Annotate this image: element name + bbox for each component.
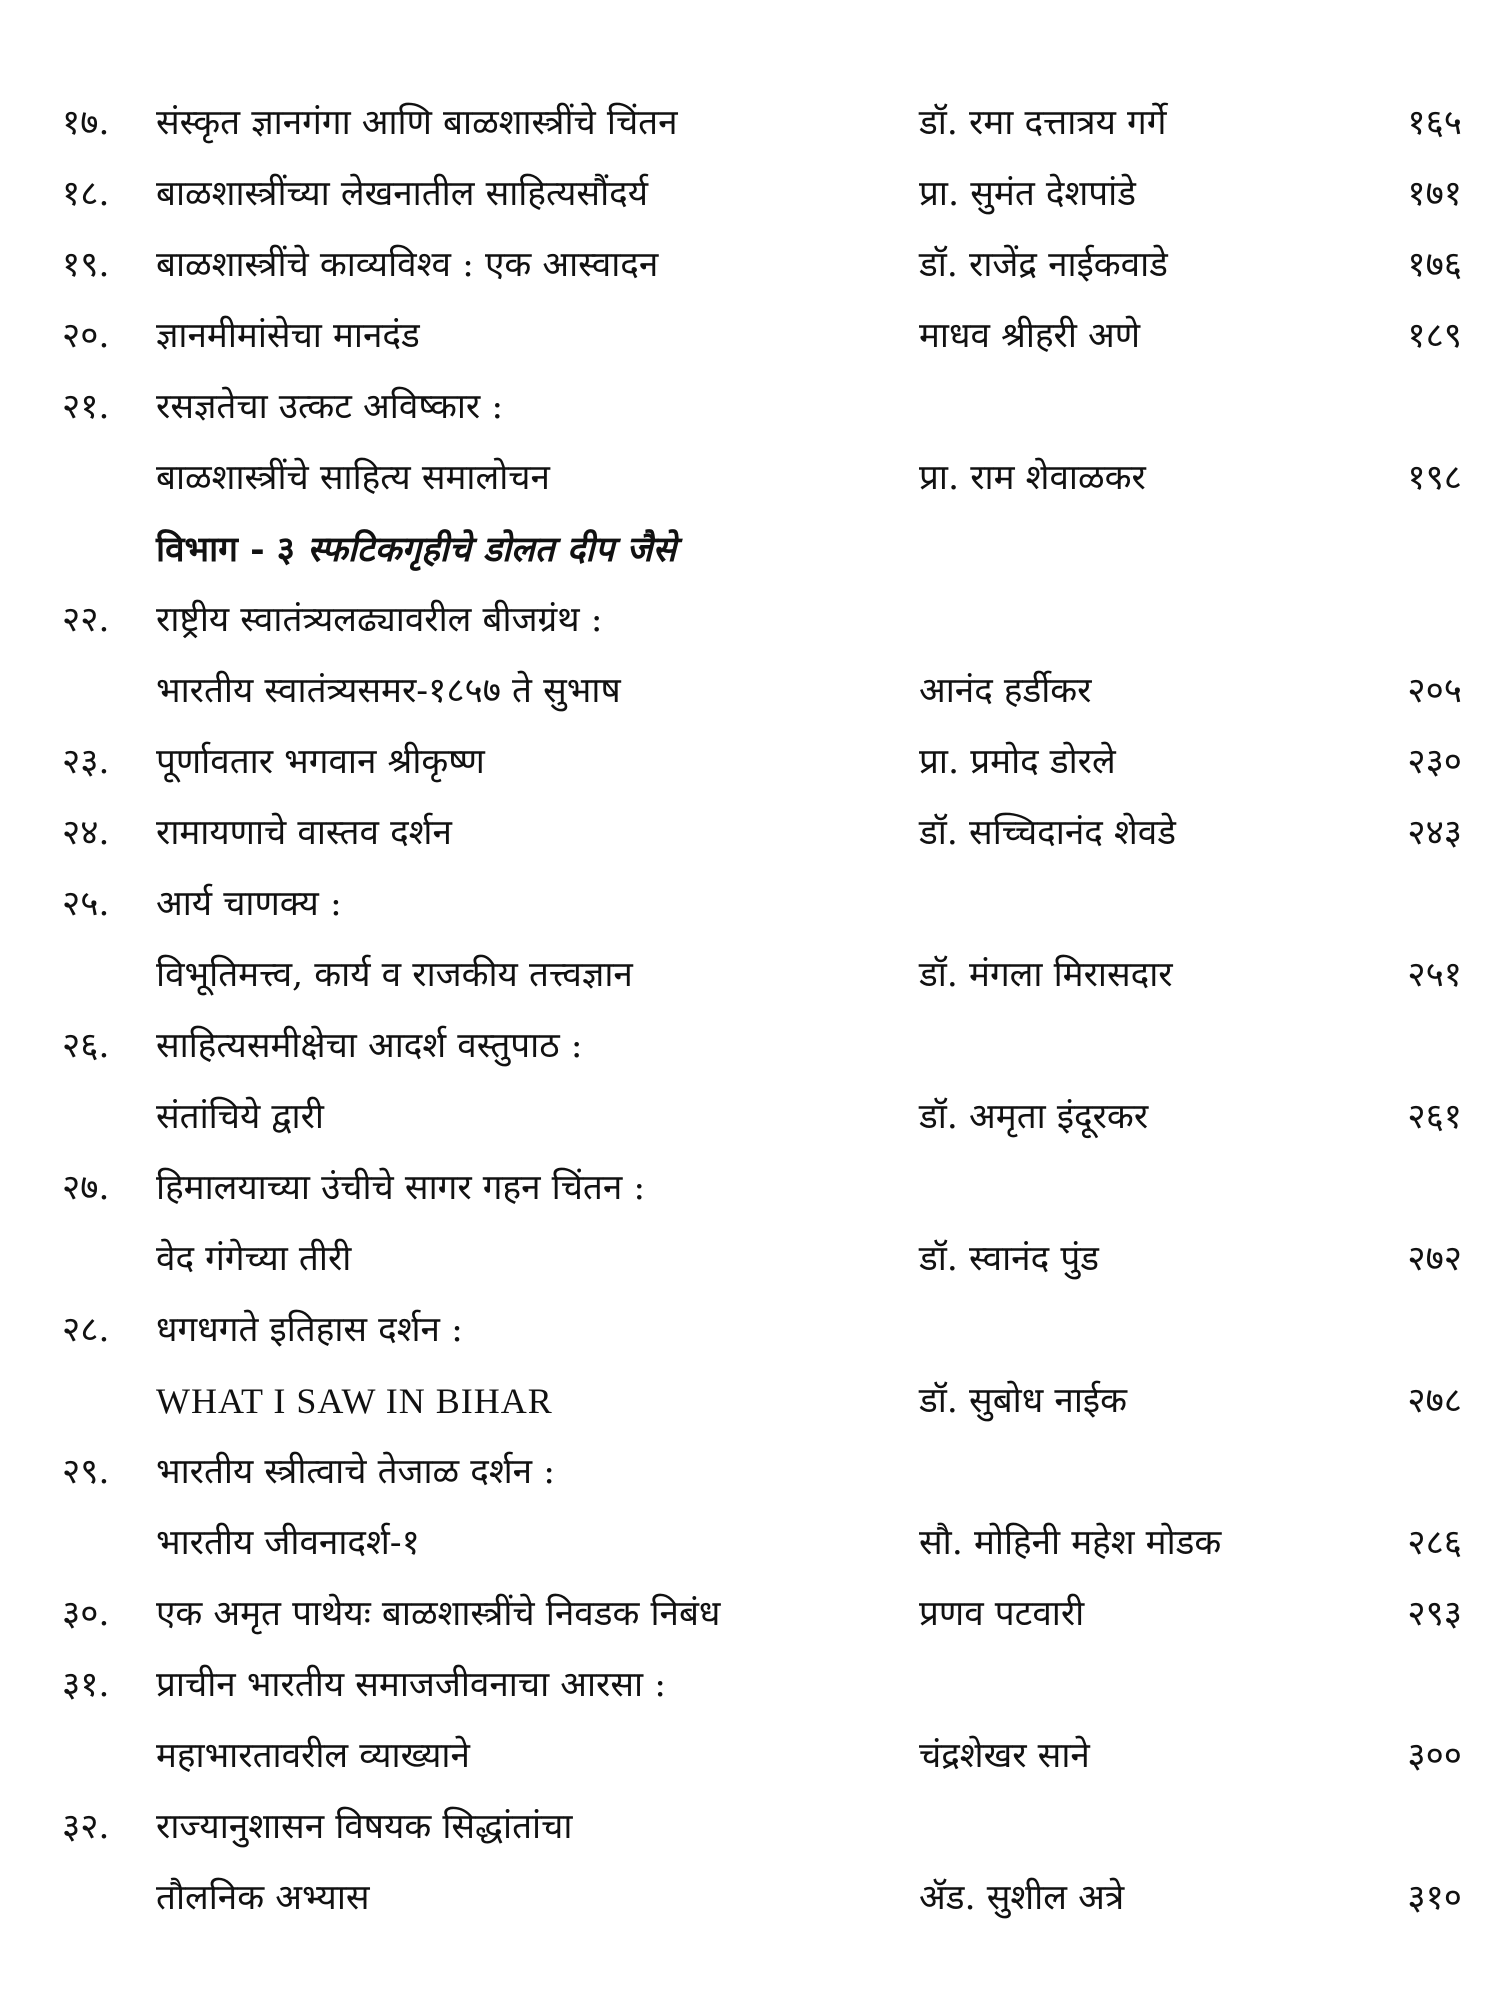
entry-title: भारतीय स्त्रीत्वाचे तेजाळ दर्शन : xyxy=(156,1452,556,1492)
entry-number: १७. xyxy=(62,103,110,143)
entry-page-number: २०५ xyxy=(1407,671,1462,711)
entry-page-number: २७२ xyxy=(1407,1239,1462,1279)
entry-number: २९. xyxy=(62,1452,110,1492)
entry-page-number: ३०० xyxy=(1407,1736,1462,1776)
toc-entry-32-continued xyxy=(62,1863,1462,1934)
entry-number: २८. xyxy=(62,1310,110,1350)
entry-author: प्रा. सुमंत देशपांडे xyxy=(919,174,1136,214)
entry-author: प्रणव पटवारी xyxy=(919,1594,1085,1634)
entry-number: ३०. xyxy=(62,1594,110,1634)
section-heading xyxy=(62,514,1462,585)
entry-number: २२. xyxy=(62,600,110,640)
toc-entry-31-continued xyxy=(62,1721,1462,1792)
entry-subtitle: WHAT I SAW IN BIHAR xyxy=(156,1381,553,1421)
entry-title: राज्यानुशासन विषयक सिद्धांतांचा xyxy=(156,1807,573,1847)
toc-entry-28 xyxy=(62,1295,1462,1366)
toc-entry-32 xyxy=(62,1792,1462,1863)
entry-page-number: ३१० xyxy=(1407,1878,1462,1918)
entry-page-number: २५१ xyxy=(1407,955,1462,995)
table-of-contents xyxy=(62,88,1462,1934)
entry-number: २७. xyxy=(62,1168,110,1208)
entry-title: संस्कृत ज्ञानगंगा आणि बाळशास्त्रींचे चिंतन xyxy=(156,103,678,143)
entry-number: २१. xyxy=(62,387,110,427)
entry-title: ज्ञानमीमांसेचा मानदंड xyxy=(156,316,420,356)
entry-subtitle: वेद गंगेच्या तीरी xyxy=(156,1239,352,1279)
toc-entry-21-continued xyxy=(62,443,1462,514)
entry-author: डॉ. स्वानंद पुंड xyxy=(919,1239,1099,1279)
entry-title: बाळशास्त्रींचे काव्यविश्व : एक आस्वादन xyxy=(156,245,659,285)
toc-entry-26 xyxy=(62,1011,1462,1082)
toc-entry-29-continued xyxy=(62,1508,1462,1579)
entry-author: डॉ. रमा दत्तात्रय गर्गे xyxy=(919,103,1167,143)
entry-author: डॉ. अमृता इंदूरकर xyxy=(919,1097,1149,1137)
toc-entry-22-continued xyxy=(62,656,1462,727)
entry-page-number: १६५ xyxy=(1407,103,1462,143)
toc-entry-23 xyxy=(62,727,1462,798)
entry-page-number: २६१ xyxy=(1407,1097,1462,1137)
toc-entry-28-continued xyxy=(62,1366,1462,1437)
entry-author: डॉ. राजेंद्र नाईकवाडे xyxy=(919,245,1168,285)
entry-page-number: २७८ xyxy=(1407,1381,1462,1421)
entry-title: राष्ट्रीय स्वातंत्र्यलढ्यावरील बीजग्रंथ : xyxy=(156,600,603,640)
entry-page-number: १८९ xyxy=(1407,316,1462,356)
entry-title: एक अमृत पाथेयः बाळशास्त्रींचे निवडक निबंध xyxy=(156,1594,721,1634)
entry-author: डॉ. सच्चिदानंद शेवडे xyxy=(919,813,1176,853)
entry-number: १८. xyxy=(62,174,110,214)
toc-entry-22 xyxy=(62,585,1462,656)
entry-page-number: २३० xyxy=(1407,742,1462,782)
entry-subtitle: संतांचिये द्वारी xyxy=(156,1097,324,1137)
toc-entry-20 xyxy=(62,301,1462,372)
toc-entry-29 xyxy=(62,1437,1462,1508)
entry-number: २०. xyxy=(62,316,110,356)
entry-number: २४. xyxy=(62,813,110,853)
toc-entry-31 xyxy=(62,1650,1462,1721)
toc-entry-25 xyxy=(62,869,1462,940)
entry-author: ॲड. सुशील अत्रे xyxy=(919,1878,1125,1918)
entry-author: डॉ. सुबोध नाईक xyxy=(919,1381,1127,1421)
toc-entry-19 xyxy=(62,230,1462,301)
entry-title: पूर्णावतार भगवान श्रीकृष्ण xyxy=(156,742,485,782)
entry-subtitle: तौलनिक अभ्यास xyxy=(156,1878,370,1918)
entry-number: १९. xyxy=(62,245,110,285)
entry-subtitle: भारतीय स्वातंत्र्यसमर-१८५७ ते सुभाष xyxy=(156,671,621,711)
toc-entry-26-continued xyxy=(62,1082,1462,1153)
section-title: स्फटिकगृहीचे डोलत दीप जैसे xyxy=(307,529,677,570)
entry-page-number: १७१ xyxy=(1407,174,1462,214)
toc-entry-27 xyxy=(62,1153,1462,1224)
entry-title: बाळशास्त्रींच्या लेखनातील साहित्यसौंदर्य xyxy=(156,174,649,214)
entry-title: साहित्यसमीक्षेचा आदर्श वस्तुपाठ : xyxy=(156,1026,583,1066)
section-label: विभाग - ३ xyxy=(156,529,295,570)
entry-title: प्राचीन भारतीय समाजजीवनाचा आरसा : xyxy=(156,1665,666,1705)
entry-subtitle: विभूतिमत्त्व, कार्य व राजकीय तत्त्वज्ञान xyxy=(156,955,633,995)
entry-subtitle: महाभारतावरील व्याख्याने xyxy=(156,1736,470,1776)
entry-author: सौ. मोहिनी महेश मोडक xyxy=(919,1523,1222,1563)
entry-title: आर्य चाणक्य : xyxy=(156,884,342,924)
toc-entry-27-continued xyxy=(62,1224,1462,1295)
entry-author: माधव श्रीहरी अणे xyxy=(919,316,1141,356)
entry-page-number: १९८ xyxy=(1407,458,1462,498)
toc-entry-24 xyxy=(62,798,1462,869)
entry-title: हिमालयाच्या उंचीचे सागर गहन चिंतन : xyxy=(156,1168,646,1208)
entry-title: धगधगते इतिहास दर्शन : xyxy=(156,1310,463,1350)
toc-entry-21 xyxy=(62,372,1462,443)
toc-entry-17 xyxy=(62,88,1462,159)
entry-page-number: १७६ xyxy=(1407,245,1462,285)
entry-author: प्रा. प्रमोद डोरले xyxy=(919,742,1116,782)
toc-entry-25-continued xyxy=(62,940,1462,1011)
entry-number: ३१. xyxy=(62,1665,110,1705)
entry-number: २६. xyxy=(62,1026,110,1066)
entry-page-number: २८६ xyxy=(1407,1523,1462,1563)
entry-page-number: २४३ xyxy=(1407,813,1462,853)
entry-title: रामायणाचे वास्तव दर्शन xyxy=(156,813,452,853)
entry-number: ३२. xyxy=(62,1807,110,1847)
toc-entry-18 xyxy=(62,159,1462,230)
entry-title: रसज्ञतेचा उत्कट अविष्कार : xyxy=(156,387,504,427)
entry-page-number: २९३ xyxy=(1407,1594,1462,1634)
entry-number: २५. xyxy=(62,884,110,924)
toc-entry-30 xyxy=(62,1579,1462,1650)
entry-number: २३. xyxy=(62,742,110,782)
entry-subtitle: बाळशास्त्रींचे साहित्य समालोचन xyxy=(156,458,550,498)
entry-subtitle: भारतीय जीवनादर्श-१ xyxy=(156,1523,420,1563)
entry-author: डॉ. मंगला मिरासदार xyxy=(919,955,1173,995)
entry-author: प्रा. राम शेवाळकर xyxy=(919,458,1146,498)
entry-author: आनंद हर्डीकर xyxy=(919,671,1092,711)
entry-author: चंद्रशेखर साने xyxy=(919,1736,1090,1776)
